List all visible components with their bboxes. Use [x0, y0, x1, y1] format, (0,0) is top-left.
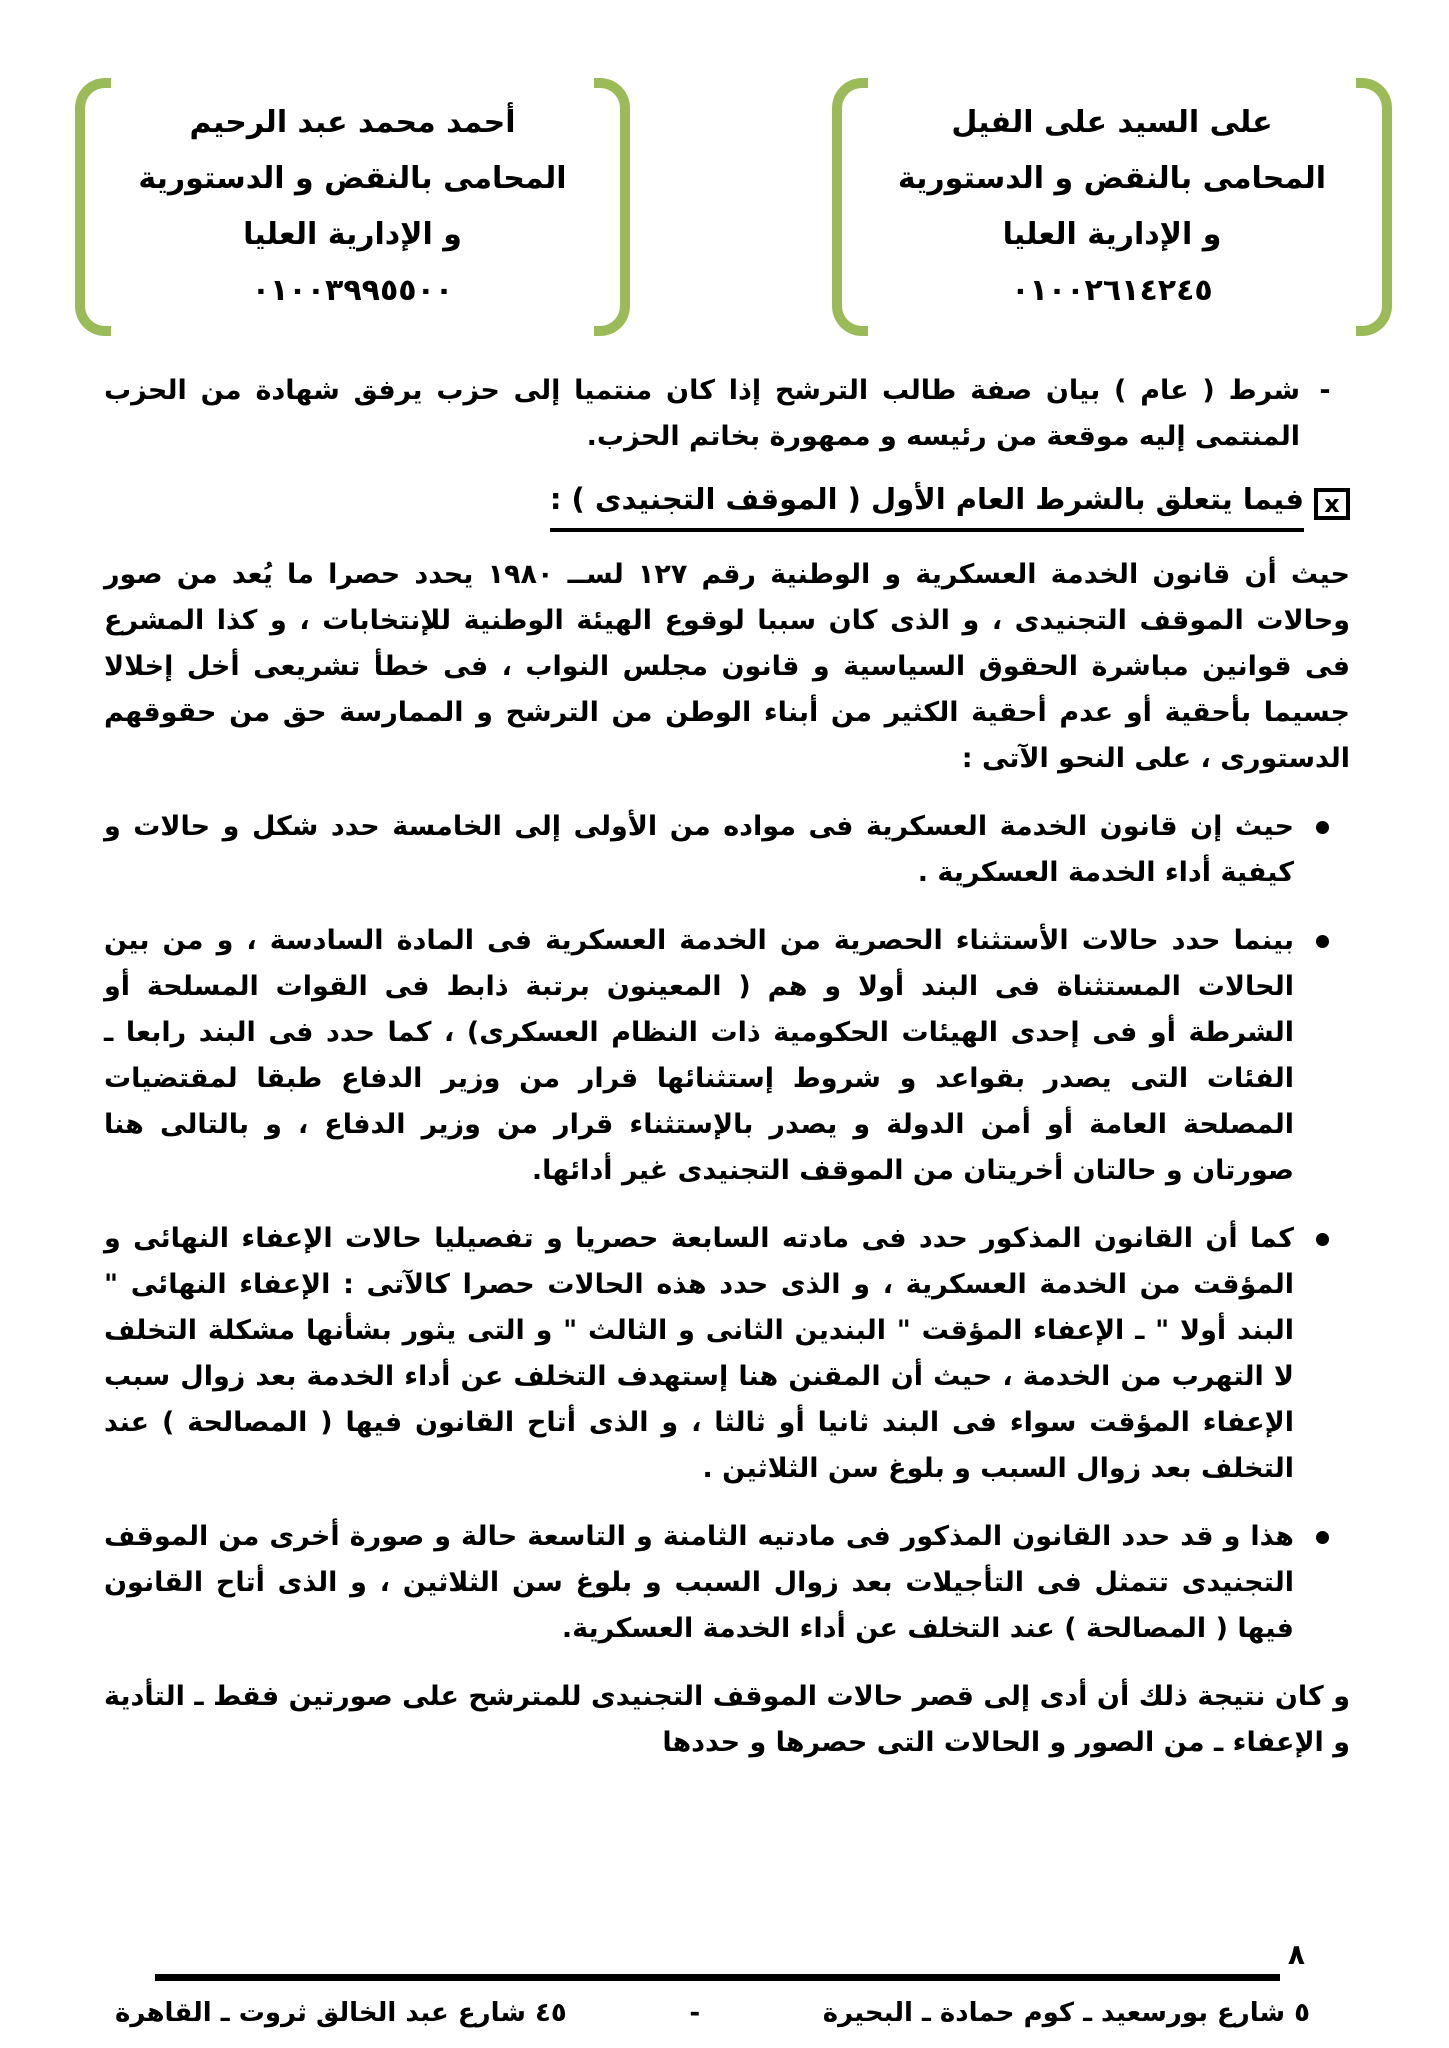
lawyer-name: أحمد محمد عبد الرحيم	[189, 105, 516, 140]
green-bracket-open-icon	[832, 78, 868, 336]
lawyer-card-right	[832, 78, 1392, 336]
dash-item-text: شرط ( عام ) بيان صفة طالب الترشح إذا كان منتميا إلى حزب يرفق شهادة من الحزب المنتمى إليه موقعة من رئيسه و ممهورة بخاتم الحزب.	[104, 375, 1300, 452]
bullet-item	[104, 804, 1350, 896]
page-number: ٨	[1287, 1938, 1305, 1971]
address-cairo: ٤٥ شارع عبد الخالق ثروت ـ القاهرة	[115, 1998, 567, 2028]
section-heading	[104, 476, 1350, 532]
bullet-item	[104, 1216, 1350, 1492]
lawyer-title-line: المحامى بالنقض و الدستورية	[138, 161, 567, 196]
lawyer-phone: ٠١٠٠٣٩٩٥٥٠٠	[251, 273, 454, 308]
bullet-text: كما أن القانون المذكور حدد فى مادته السابعة حصريا و تفصيليا حالات الإعفاء النهائى و المؤقت من الخدمة العسكرية ، و الذى حدد هذه الحالات حصرا كالآتى : الإعفاء النهائى " البند أولا " ـ الإعفاء المؤقت " البندين الثانى و الثالث " و التى يثور بشأنها مشكلة التخلف لا التهرب من الخدمة ، حيث أن المقنن هنا إستهدف التخلف عن أداء الخدمة بعد زوال سبب الإعفاء المؤقت سواء فى البند ثانيا أو ثالثا ، و الذى أتاح القانون فيها ( المصالحة ) عند التخلف بعد زوال السبب و بلوغ سن الثلاثين .	[104, 1223, 1294, 1484]
bullet-text: هذا و قد حدد القانون المذكور فى مادتيه الثامنة و التاسعة حالة و صورة أخرى من الموقف التجنيدى تتمثل فى التأجيلات بعد زوال السبب و بلوغ سن الثلاثين ، و الذى أتاح القانون فيها ( المصالحة ) عند التخلف عن أداء الخدمة العسكرية.	[104, 1521, 1294, 1644]
body-content	[104, 368, 1350, 1766]
bullet-item	[104, 918, 1350, 1194]
lawyer-card-left	[75, 78, 630, 336]
bullet-text: حيث إن قانون الخدمة العسكرية فى مواده من الأولى إلى الخامسة حدد شكل و حالات و كيفية أداء الخدمة العسكرية .	[104, 811, 1294, 888]
section-heading-text: فيما يتعلق بالشرط العام الأول ( الموقف التجنيدى ) :	[550, 476, 1304, 532]
lawyer-title-line: و الإدارية العليا	[1002, 217, 1222, 252]
bullet-icon	[1316, 935, 1329, 948]
lawyer-phone: ٠١٠٠٢٦١٤٢٤٥	[1011, 273, 1213, 308]
footer-addresses	[115, 1998, 1310, 2028]
bullet-list	[104, 804, 1350, 1652]
dash-marker: -	[1319, 375, 1331, 406]
checked-box-icon: x	[1314, 488, 1350, 520]
bullet-text: بينما حدد حالات الأستثناء الحصرية من الخدمة العسكرية فى المادة السادسة ، و من بين الحالات المستثناة فى البند أولا و هم ( المعينون برتبة ذابط فى القوات المسلحة أو الشرطة أو فى إحدى الهيئات الحكومية ذات النظام العسكرى) ، كما حدد فى البند رابعا ـ الفئات التى يصدر بقواعد و شروط إستثنائها قرار من وزير الدفاع طبقا لمقتضيات المصلحة العامة أو أمن الدولة و يصدر بالإستثناء قرار من وزير الدفاع ، و بالتالى هنا صورتان و حالتان أخريتان من الموقف التجنيدى غير أدائها.	[104, 925, 1294, 1186]
lawyer-name: على السيد على الفيل	[951, 105, 1273, 140]
address-behira: ٥ شارع بورسعيد ـ كوم حمادة ـ البحيرة	[822, 1998, 1310, 2028]
bullet-icon	[1316, 1531, 1329, 1544]
closing-paragraph: و كان نتيجة ذلك أن أدى إلى قصر حالات الموقف التجنيدى للمترشح على صورتين فقط ـ التأدية و الإعفاء ـ من الصور و الحالات التى حصرها و حددها	[104, 1681, 1350, 1758]
lawyer-title-line: و الإدارية العليا	[243, 217, 462, 252]
green-bracket-close-icon	[1356, 78, 1392, 336]
green-bracket-open-icon	[75, 78, 111, 336]
green-bracket-close-icon	[594, 78, 630, 336]
lawyer-title-line: المحامى بالنقض و الدستورية	[897, 161, 1327, 196]
footer-rule	[155, 1974, 1280, 1981]
bullet-item	[104, 1514, 1350, 1652]
dash-item	[104, 368, 1350, 460]
footer-separator: -	[689, 1998, 701, 2028]
intro-paragraph: حيث أن قانون الخدمة العسكرية و الوطنية رقم ١٢٧ لســ ١٩٨٠ يحدد حصرا ما يُعد من صور وحالات الموقف التجنيدى ، و الذى كان سببا لوقوع الهيئة الوطنية للإنتخابات ، و كذا المشرع فى قوانين مباشرة الحقوق السياسية و قانون مجلس النواب ، فى خطأ تشريعى أخل إخلالا جسيما بأحقية أو عدم أحقية الكثير من أبناء الوطن من الترشح و الممارسة حق من حقوقهم الدستورى ، على النحو الآتى :	[104, 559, 1350, 774]
bullet-icon	[1316, 821, 1329, 834]
bullet-icon	[1316, 1233, 1329, 1246]
